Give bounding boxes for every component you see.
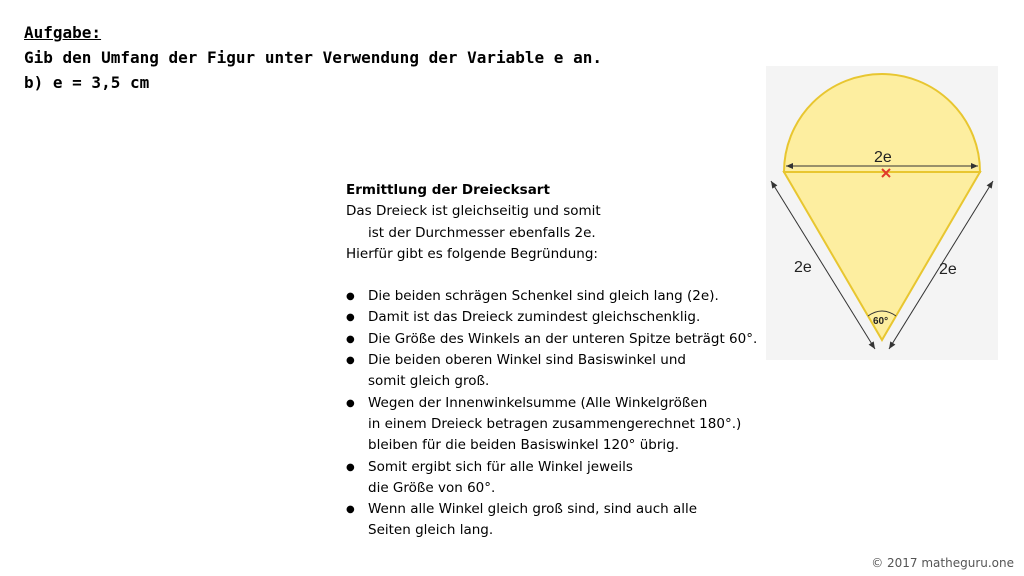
reason-item: [346, 350, 796, 393]
reason-item: [346, 393, 796, 457]
reason-line: Somit ergibt sich für alle Winkel jeweils: [368, 458, 633, 475]
bullet-icon: ●: [346, 504, 355, 516]
reason-item: [346, 329, 796, 350]
reason-line: Die beiden oberen Winkel sind Basiswinkel und: [368, 352, 686, 369]
reason-item: [346, 307, 796, 328]
bullet-icon: ●: [346, 355, 355, 367]
reason-item: [346, 286, 796, 307]
intro-line: Hierfür gibt es folgende Begründung:: [346, 245, 598, 262]
angle-label: 60°: [873, 316, 889, 327]
arrowhead-icon: [771, 181, 777, 189]
task-header: [24, 20, 602, 95]
reason-line: Wegen der Innenwinkelsumme (Alle Winkelgrößen: [368, 394, 708, 411]
figure-svg: [766, 66, 998, 360]
geometry-figure: [766, 66, 998, 360]
task-instruction: Gib den Umfang der Figur unter Verwendung der Variable e an.: [24, 48, 602, 67]
reason-line: Die beiden schrägen Schenkel sind gleich lang (2e).: [368, 288, 719, 305]
triangle-shape: [784, 172, 980, 340]
reason-line: bleiben für die beiden Basiswinkel 120° übrig.: [368, 437, 679, 454]
reason-line: Seiten gleich lang.: [368, 522, 494, 539]
reason-line: somit gleich groß.: [368, 373, 490, 390]
explanation-block: [346, 180, 796, 542]
spacer: [346, 265, 796, 286]
reason-line: in einem Dreieck betragen zusammengerechnet 180°.): [368, 415, 742, 432]
intro-line: ist der Durchmesser ebenfalls 2e.: [368, 224, 596, 241]
task-label: Aufgabe:: [24, 23, 102, 42]
explanation-title: Ermittlung der Dreiecksart: [346, 182, 550, 198]
arrowhead-icon: [869, 341, 875, 349]
copyright-notice: © 2017 matheguru.one: [871, 556, 1014, 570]
left-side-label: 2e: [794, 259, 812, 276]
reason-line: die Größe von 60°.: [368, 479, 496, 496]
subtask: b) e = 3,5 cm: [24, 73, 150, 92]
intro-line: Das Dreieck ist gleichseitig und somit: [346, 203, 601, 220]
bullet-icon: ●: [346, 312, 355, 324]
arrowhead-icon: [987, 181, 993, 189]
arrowhead-icon: [889, 341, 895, 349]
bullet-icon: ●: [346, 397, 355, 409]
reason-list: [346, 286, 796, 542]
bullet-icon: ●: [346, 291, 355, 303]
diameter-label: 2e: [874, 149, 892, 166]
reason-item: [346, 499, 796, 542]
reason-line: Wenn alle Winkel gleich groß sind, sind auch alle: [368, 501, 698, 518]
reason-line: Die Größe des Winkels an der unteren Spitze beträgt 60°.: [368, 330, 758, 347]
bullet-icon: ●: [346, 461, 355, 473]
bullet-icon: ●: [346, 333, 355, 345]
reason-line: Damit ist das Dreieck zumindest gleichschenklig.: [368, 309, 701, 326]
reason-item: [346, 457, 796, 500]
right-side-label: 2e: [939, 261, 957, 278]
